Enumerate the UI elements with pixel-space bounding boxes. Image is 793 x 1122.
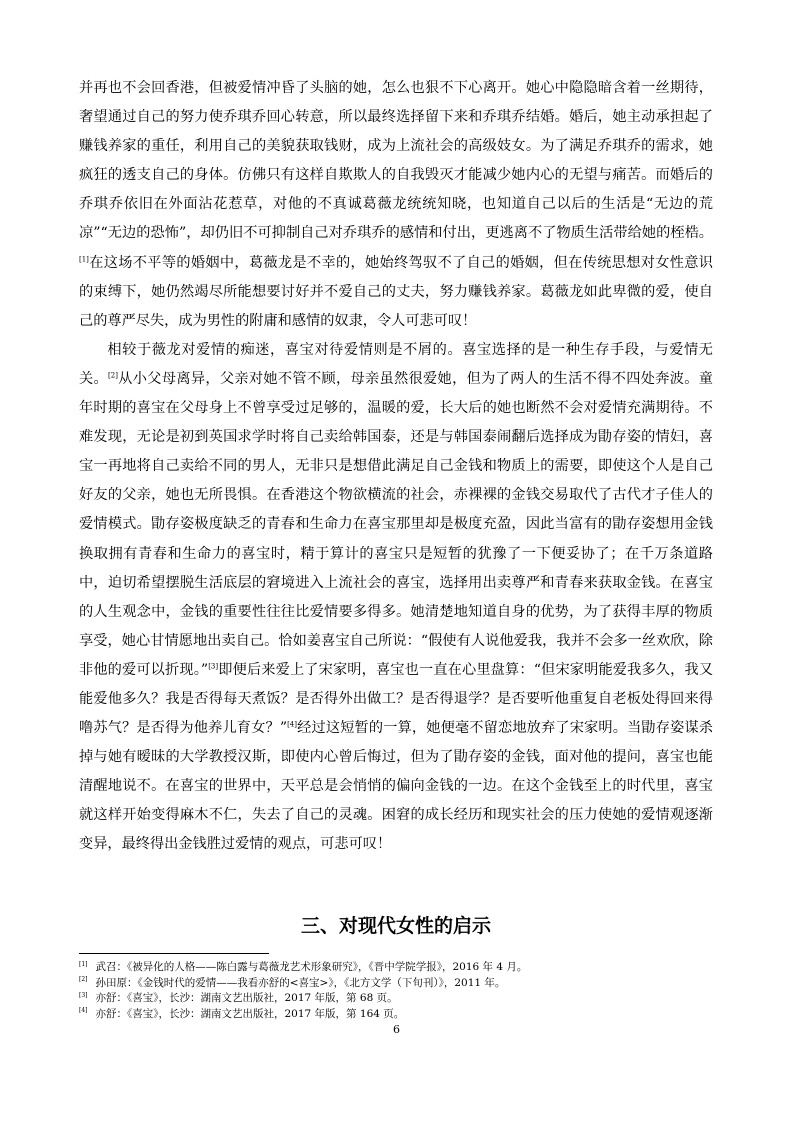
footnote-mark: [2]	[79, 976, 88, 983]
footnote-item	[79, 1007, 713, 1023]
footnote-text: 亦舒：《喜宝》，长沙：湖南文艺出版社，2017 年版，第 164 页。	[95, 1007, 405, 1020]
footnote-ref-1[interactable]: [1]	[79, 254, 89, 263]
footnote-item	[79, 976, 713, 992]
page-number: 6	[393, 1023, 400, 1036]
footnote-divider	[79, 953, 269, 954]
footnote-mark: [4]	[79, 1007, 88, 1014]
footnote-text: 亦舒：《喜宝》，长沙：湖南文艺出版社，2017 年版，第 68 页。	[95, 992, 398, 1004]
section-heading: 三、对现代女性的启示	[300, 915, 491, 937]
footnote-item	[79, 991, 713, 1007]
footnote-ref-4[interactable]: [4]	[287, 720, 297, 729]
paragraph-text: 相较于薇龙对爱情的痴迷，喜宝对待爱情则是不屑的。喜宝选择的是一种生存手段，与爱情无关。	[79, 341, 713, 387]
paragraph-1	[79, 74, 713, 336]
paragraph-text: 在这场不平等的婚姻中，葛薇龙是不幸的，她始终驾驭不了自己的婚姻，但在传统思想对女性意识的束缚下，她仍然竭尽所能想要讨好并不爱自己的丈夫，努力赚钱养家。葛薇龙如此卑微的爱，使自己的尊严尽失，成为男性的附庸和感情的奴隶，令人可悲可叹！	[79, 254, 713, 329]
footnote-ref-2[interactable]: [2]	[108, 371, 118, 380]
footnote-item	[79, 960, 713, 976]
footnote-text: 孙田原：《金钱时代的爱情——我看亦舒的<喜宝>》，《北方文学（下旬刊）》，2011 年。	[95, 976, 506, 989]
footnotes	[79, 960, 713, 1022]
footnote-text: 武召：《被异化的人格——陈白露与葛薇龙艺术形象研究》，《晋中学院学报》，2016 年 4 月。	[95, 961, 528, 973]
footnote-ref-3[interactable]: [3]	[208, 662, 219, 671]
body-text	[79, 74, 713, 860]
footnote-mark: [3]	[79, 991, 88, 999]
footnote-mark: [1]	[79, 960, 88, 968]
paragraph-text: 从小父母离异，父亲对她不管不顾，母亲虽然很爱她，但为了两人的生活不得不四处奔波。童年时期的喜宝在父母身上不曾享受过足够的，温暖的爱，长大后的她也断然不会对爱情充满期待。不难发现，无论是初到英国求学时将自己卖给韩国泰，还是与韩国泰闹翻后选择成为勖存姿的情妇，喜宝一再地将自己卖给不同的男人，无非只是想借此满足自己金钱和物质上的需要，即使这个人是自己好友的父亲，她也无所畏惧。在香港这个物欲横流的社会，赤裸裸的金钱交易取代了古代才子佳人的爱情模式。勖存姿极度缺乏的青春和生命力在喜宝那里却是极度充盈，因此当富有的勖存姿想用金钱换取拥有青春和生命力的喜宝时，精于算计的喜宝只是短暂的犹豫了一下便妥协了；在千万条道路中，迫切希望摆脱生活底层的窘境进入上流社会的喜宝，选择用出卖尊严和青春来获取金钱。在喜宝的人生观念中，金钱的重要性往往比爱情要多得多。她清楚地知道自身的优势，为了获得丰厚的物质享受，她心甘情愿地出卖自己。恰如姜喜宝自己所说：“假使有人说他爱我，我并不会多一丝欢欣，除非他的爱可以折现。”	[79, 370, 713, 678]
paragraph-2	[79, 336, 713, 860]
paragraph-text: 经过这短暂的一算，她便毫不留恋地放弃了宋家明。当勖存姿谋杀掉与她有暧昧的大学教授汉斯，即使内心曾后悔过，但为了勖存姿的金钱，面对他的提问，喜宝也能清醒地说不。在喜宝的世界中，天平总是会悄悄的偏向金钱的一边。在这个金钱至上的时代里，喜宝就这样开始变得麻木不仁，失去了自己的灵魂。困窘的成长经历和现实社会的压力使她的爱情观逐渐变异，最终得出金钱胜过爱情的观点，可悲可叹！	[79, 720, 713, 853]
paragraph-text: 即便后来爱上了宋家明，喜宝也一直在心里盘算：“但宋家明能爱我多久，我又能爱他多久？我是否得每天煮饭？是否得外出做工？是否得退学？是否要听他重复自老板处得回来得噜苏气？是否得为他养儿育女？”	[79, 661, 714, 737]
paragraph-text: 并再也不会回香港，但被爱情冲昏了头脑的她，怎么也狠不下心离开。她心中隐隐暗含着一丝期待，奢望通过自己的努力使乔琪乔回心转意，所以最终选择留下来和乔琪乔结婚。婚后，她主动承担起了赚钱养家的重任，利用自己的美貌获取钱财，成为上流社会的高级妓女。为了满足乔琪乔的需求，她疯狂的透支自己的身体。仿佛只有这样自欺欺人的自我毁灭才能减少她内心的无望与痛苦。而婚后的乔琪乔依旧在外面沾花惹草，对他的不真诚葛薇龙统统知晓，也知道自己以后的生活是“无边的荒凉”“无边的恐怖”，却仍旧不可抑制自己对乔琪乔的感情和付出，更逃离不了物质生活带给她的桎梏。	[79, 80, 713, 242]
